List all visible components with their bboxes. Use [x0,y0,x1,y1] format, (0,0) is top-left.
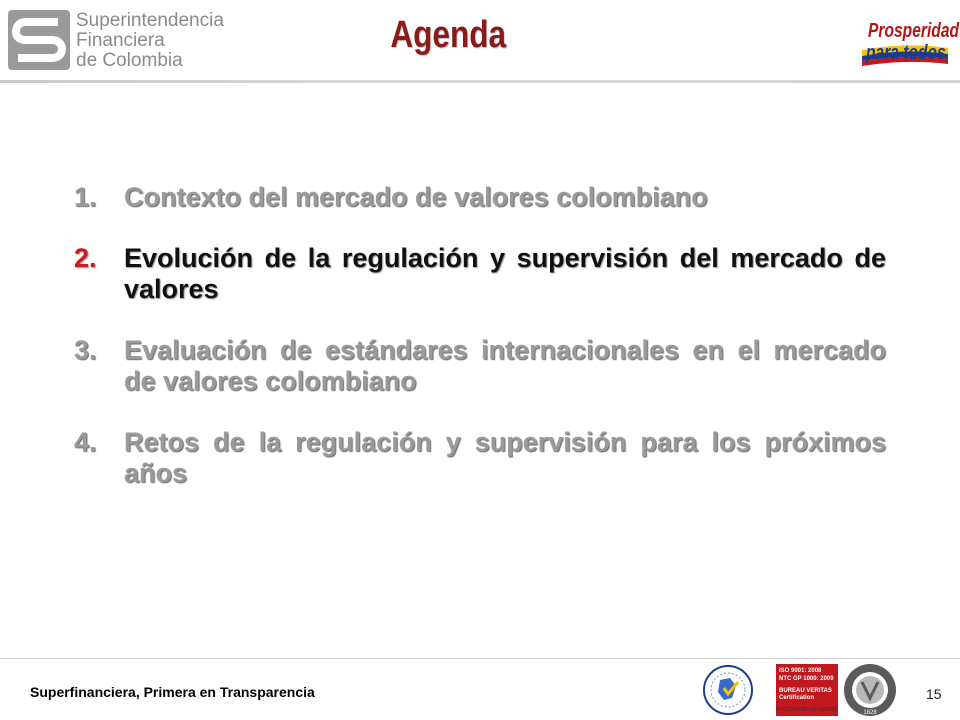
cert-line: NTC GP 1000: 2009 [779,676,834,682]
agenda-item-text: Contexto del mercado de valores colombiano [124,182,708,212]
agenda-item-text: Evolución de la regulación y supervisión del mercado de valores [124,243,886,304]
agenda-item [74,335,886,397]
cert-line: ISO 9001: 2008 [779,668,822,674]
title-area [0,0,960,80]
campaign-logo-line: para todos [866,42,946,64]
agenda-list [74,182,886,519]
bv-year: 1828 [863,710,877,716]
agenda-item-text: Evaluación de estándares internacionales en el mercado de valores colombiano [124,335,886,396]
agenda-item-number: 2. [74,243,97,273]
agenda-item-current [74,243,886,305]
org-name-line: de Colombia [76,50,183,71]
agenda-item-text: Retos de la regulación y supervisión para los próximos años [124,427,886,488]
agenda-item [74,182,886,213]
page-number: 15 [926,686,942,702]
header-divider [0,80,960,83]
footer-tagline: Superfinanciera, Primera en Transparencia [30,684,315,700]
org-name-line: Financiera [76,30,165,51]
agenda-item-number: 4. [74,427,97,457]
cert-line: BUREAU VERITAS [779,688,832,694]
footer-divider [0,658,960,659]
cert-line: Certification [779,695,815,701]
cert-numbers: N° CO234339 / N° GP0153 [776,707,837,713]
org-name-line: Superintendencia [76,10,224,31]
agenda-item-number: 1. [74,182,97,212]
slide-title: Agenda [390,14,507,56]
quality-seal-icon [700,664,756,716]
agenda-item-number: 3. [74,335,97,365]
bureau-veritas-seal-icon [842,662,898,718]
campaign-logo-line: Prosperidad [868,20,960,42]
slide-header [0,0,960,84]
agenda-item [74,427,886,489]
